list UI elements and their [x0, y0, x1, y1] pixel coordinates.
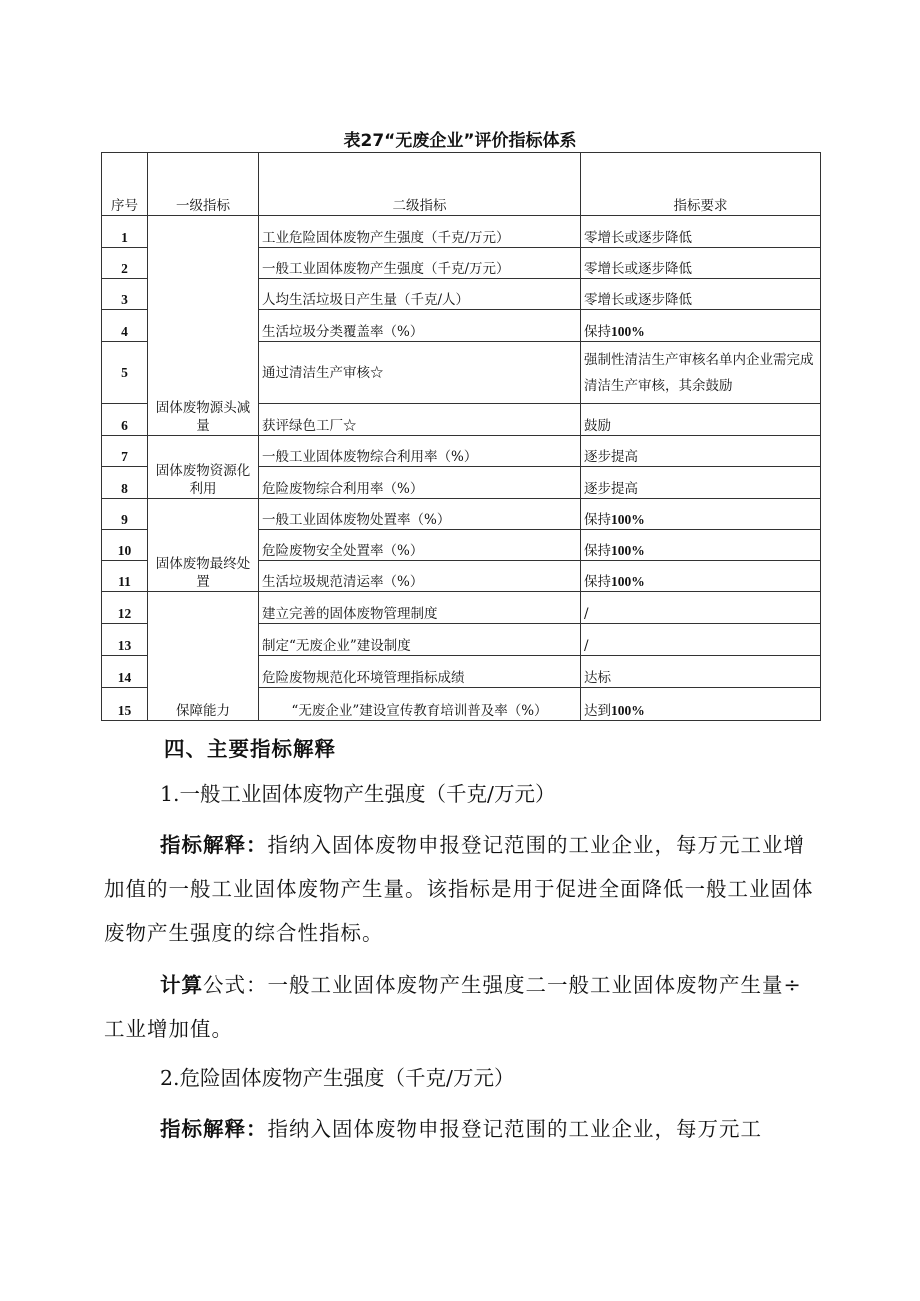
req-value: 100%	[611, 574, 645, 589]
group-support-capacity: 保障能力	[148, 592, 259, 721]
row-level2: 通过清洁生产审核☆	[259, 342, 581, 404]
row-req: 逐步提高	[581, 467, 821, 499]
row-req: 强制性清洁生产审核名单内企业需完成清洁生产审核，其余鼓励	[581, 342, 821, 404]
row-req	[581, 688, 821, 721]
table-row	[102, 499, 821, 530]
req-text: 保持	[584, 543, 611, 559]
item1-label: 指标解释：	[160, 833, 268, 857]
row-no: 14	[102, 656, 148, 688]
req-text: 保持	[584, 512, 611, 528]
req-text: 保持	[584, 574, 611, 590]
row-no: 10	[102, 530, 148, 561]
req-value: 100%	[611, 703, 645, 718]
group-source-reduction: 固体废物源头减量	[148, 216, 259, 436]
section-heading: 四、主要指标解释	[164, 737, 336, 761]
header-requirement: 指标要求	[581, 153, 821, 216]
row-req	[581, 561, 821, 592]
req-text: 达到	[584, 703, 611, 719]
item1-title: 1.一般工业固体废物产生强度（千克/万元）	[160, 782, 556, 806]
indicator-table	[101, 152, 821, 721]
row-level2: 一般工业固体废物处置率（%）	[259, 499, 581, 530]
header-no: 序号	[102, 153, 148, 216]
row-no: 4	[102, 310, 148, 342]
row-level2: 危险废物安全处置率（%）	[259, 530, 581, 561]
row-req	[581, 530, 821, 561]
group-final-disposal: 固体废物最终处置	[148, 499, 259, 592]
item2-label: 指标解释：	[160, 1117, 268, 1141]
row-level2: 生活垃圾分类覆盖率（%）	[259, 310, 581, 342]
row-req: 零增长或逐步降低	[581, 248, 821, 279]
row-no: 9	[102, 499, 148, 530]
row-req: 逐步提高	[581, 436, 821, 467]
row-no: 5	[102, 342, 148, 404]
row-no: 8	[102, 467, 148, 499]
row-level2: 建立完善的固体废物管理制度	[259, 592, 581, 624]
row-level2: “无废企业”建设宣传教育培训普及率（%）	[259, 688, 581, 721]
req-value: 100%	[611, 543, 645, 558]
row-req: /	[581, 624, 821, 656]
item2-title: 2.危险固体废物产生强度（千克/万元）	[160, 1066, 515, 1090]
row-level2: 人均生活垃圾日产生量（千克/人）	[259, 279, 581, 310]
row-no: 11	[102, 561, 148, 592]
item1-formula-label: 计算	[160, 973, 203, 997]
row-req	[581, 310, 821, 342]
row-no: 2	[102, 248, 148, 279]
row-level2: 一般工业固体废物产生强度（千克/万元）	[259, 248, 581, 279]
req-value: 100%	[611, 512, 645, 527]
row-level2: 制定“无废企业”建设制度	[259, 624, 581, 656]
row-level2: 危险废物规范化环境管理指标成绩	[259, 656, 581, 688]
item2-paragraph	[104, 1107, 820, 1151]
row-no: 13	[102, 624, 148, 656]
req-value: 100%	[611, 324, 645, 339]
row-req: 鼓励	[581, 404, 821, 436]
table-row	[102, 436, 821, 467]
header-level1: 一级指标	[148, 153, 259, 216]
row-no: 7	[102, 436, 148, 467]
item1-formula	[104, 963, 820, 1051]
row-req: /	[581, 592, 821, 624]
row-level2: 一般工业固体废物综合利用率（%）	[259, 436, 581, 467]
header-level2: 二级指标	[259, 153, 581, 216]
item1-paragraph	[104, 823, 820, 955]
table-caption: 表27“无废企业”评价指标体系	[343, 131, 577, 151]
row-no: 6	[102, 404, 148, 436]
group-resource-utilization: 固体废物资源化利用	[148, 436, 259, 499]
row-level2: 获评绿色工厂☆	[259, 404, 581, 436]
req-text: 保持	[584, 324, 611, 340]
row-level2: 危险废物综合利用率（%）	[259, 467, 581, 499]
row-req: 零增长或逐步降低	[581, 279, 821, 310]
table-row	[102, 592, 821, 624]
row-no: 1	[102, 216, 148, 248]
row-no: 12	[102, 592, 148, 624]
item1-body: 指纳入固体废物申报登记范围的工业企业，每万元工业增加值的一般工业固体废物产生量。该指标是用于促进全面降低一般工业固体废物产生强度的综合性指标。	[104, 833, 814, 945]
row-no: 3	[102, 279, 148, 310]
row-level2: 生活垃圾规范清运率（%）	[259, 561, 581, 592]
item2-body: 指纳入固体废物申报登记范围的工业企业，每万元工	[267, 1117, 762, 1141]
table-row	[102, 216, 821, 248]
row-req: 零增长或逐步降低	[581, 216, 821, 248]
row-req: 达标	[581, 656, 821, 688]
row-req	[581, 499, 821, 530]
table-header-row	[102, 153, 821, 216]
row-level2: 工业危险固体废物产生强度（千克/万元）	[259, 216, 581, 248]
row-no: 15	[102, 688, 148, 721]
item1-formula-body: 公式：一般工业固体废物产生强度二一般工业固体废物产生量÷工业增加值。	[104, 973, 802, 1041]
